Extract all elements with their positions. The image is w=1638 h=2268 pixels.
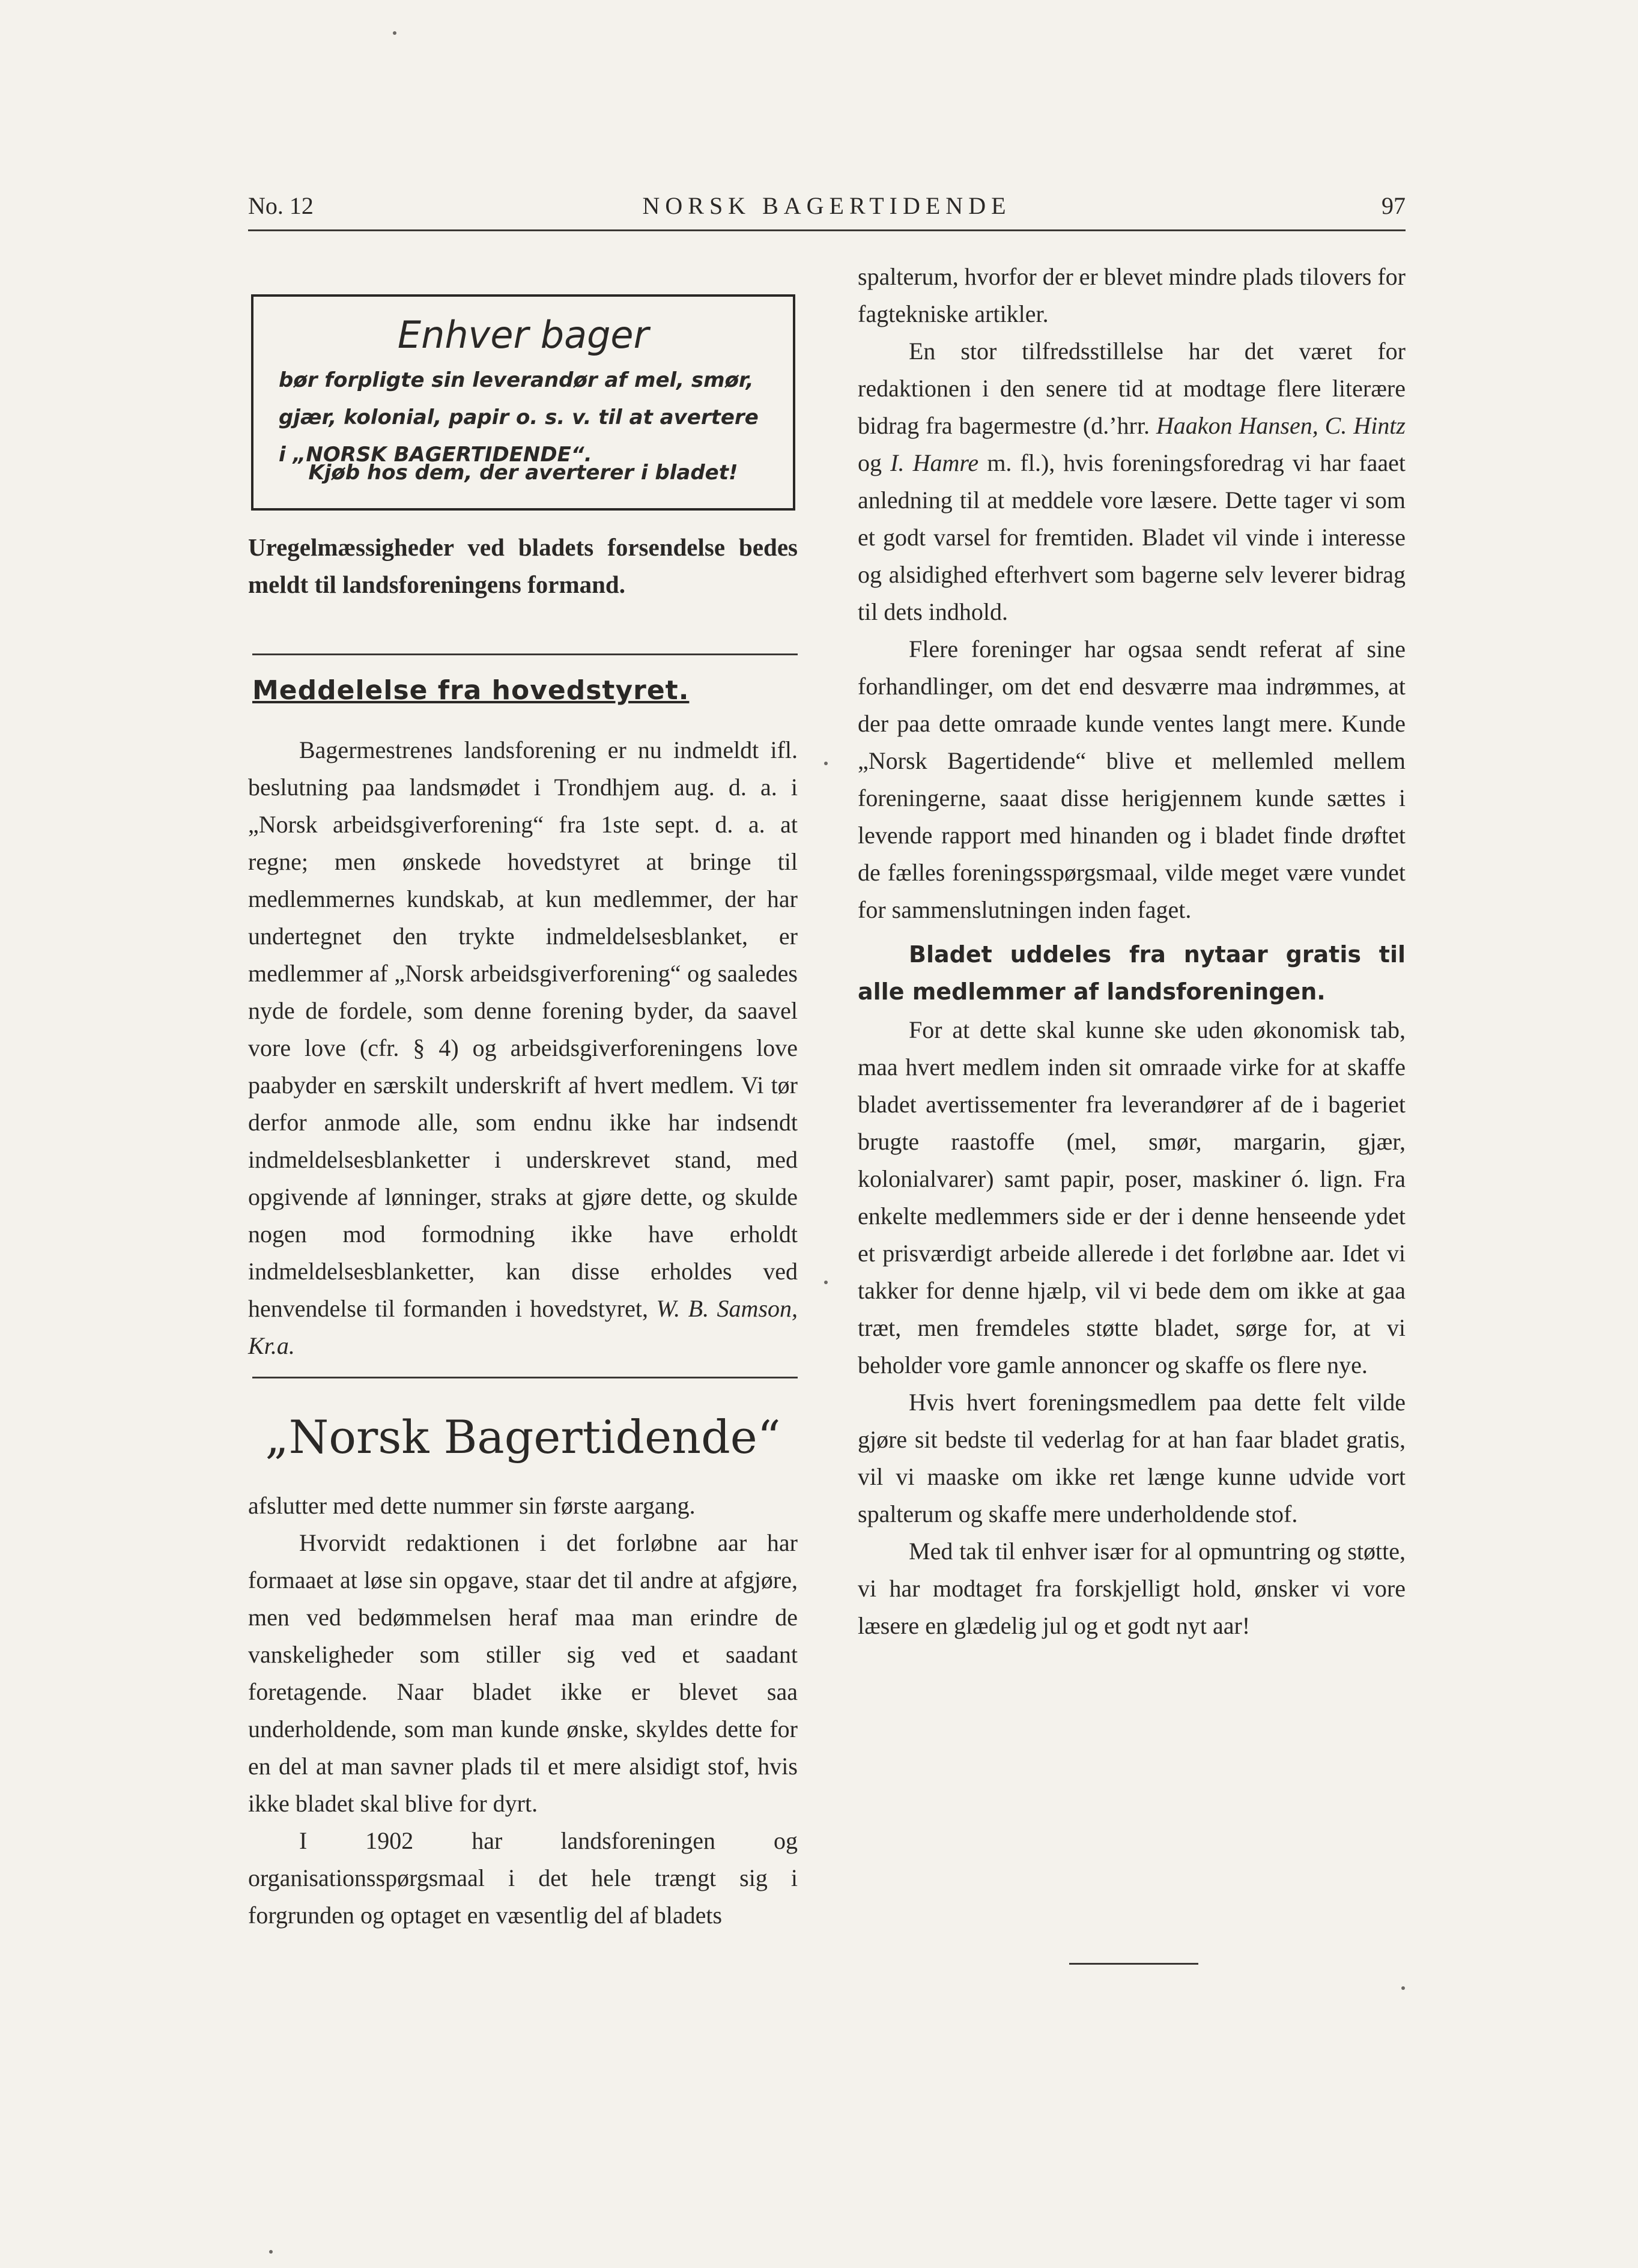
print-speck <box>824 762 828 765</box>
issue-number: No. 12 <box>248 192 314 219</box>
nb-paragraph-3: I 1902 har landsforeningen og organisationsspørgsmaal i det hele trængt sig i forgrunden og optaget en væsentlig del af bladets <box>248 1827 798 1929</box>
distribution-notice: Uregelmæssigheder ved bladets forsendelse bedes meldt til landsforeningens formand. <box>248 533 798 598</box>
ad-footer: Kjøb hos dem, der averterer i bladet! <box>308 461 738 485</box>
contributor-name-3: I. Hamre <box>890 449 979 476</box>
right-paragraph-3: Flere foreninger har ogsaa sendt referat af sine forhandlinger, om det end desværre maa indrømmes, at der paa dette omraade kunde ventes langt mere. Kunde „Norsk Bagertidende“ blive et mellemled mellem foreningerne, saaat disse herigjennem kunde sættes i levende rapport med hinanden og i bladet finde drøftet de fælles foreningsspørgsmaal, vilde meget være vundet for sammenslutningen inden faget. <box>858 635 1406 923</box>
end-rule <box>1069 1963 1198 1965</box>
right-paragraph-4: For at dette skal kunne ske uden økonomisk tab, maa hvert medlem inden sit omraade virke for at skaffe bladet avertissementer fra leverandører af de i bageriet brugte raastoffe (mel, smør, margarin, gjær, kolonialvarer) samt papir, poser, maskiner ó. lign. Fra enkelte medlemmers side er der i denne henseende ydet et prisværdigt arbeide allerede i det forløbne aar. Idet vi takker for denne hjælp, vil vi bede dem om ikke at gaa træt, men fremdeles støtte bladet, sørge for, at vi beholder vore gamle annoncer og skaffe os flere nye. <box>858 1016 1406 1378</box>
right-column <box>858 258 1406 1645</box>
ad-body: bør forpligte sin leverandør af mel, smør, gjær, kolonial, papir o. s. v. til at avertere i „NORSK BAGERTIDENDE“. <box>279 368 759 467</box>
nb-paragraph-2: Hvorvidt redaktionen i det forløbne aar har formaaet at løse sin opgave, staar det til andre at afgjøre, men ved bedømmelsen heraf maa man erindre de vanskeligheder som stiller sig ved et saadant foretagende. Naar bladet ikke er blevet saa underholdende, som man kunde ønske, skyldes dette for en del at man savner plads til et mere alsidigt stof, hvis ikke bladet skal blive for dyrt. <box>248 1529 798 1817</box>
section-heading-norsk-bagertidende: „Norsk Bagertidende“ <box>265 1410 781 1464</box>
section-heading-meddelelse: Meddelelse fra hovedstyret. <box>252 675 690 706</box>
print-speck <box>824 1281 828 1284</box>
right-paragraph-5: Hvis hvert foreningsmedlem paa dette felt vilde gjøre sit bedste til vederlag for at han faar bladet gratis, vil vi maaske om ikke ret længe kunne udvide vort spalterum og skaffe mere underholdende stof. <box>858 1389 1406 1527</box>
meddelelse-paragraph <box>248 732 798 1365</box>
norsk-bagertidende-article <box>248 1487 798 1934</box>
right-paragraph-1: spalterum, hvorfor der er blevet mindre plads tilovers for fagtekniske artikler. <box>858 263 1406 327</box>
running-head <box>248 191 1406 221</box>
free-distribution-announcement: Bladet uddeles fra nytaar gratis til alle medlemmer af landsforeningen. <box>858 941 1406 1005</box>
page-number: 97 <box>1382 192 1406 219</box>
right-p2-text-a: En stor tilfredsstillelse har det været for redaktionen i den senere tid at modtage flere literære bidrag fra bagermestre (d.’hrr. <box>858 338 1406 439</box>
print-speck <box>1401 1986 1405 1990</box>
section-rule-1 <box>252 653 798 655</box>
right-p2-og: og <box>858 449 882 476</box>
publication-title: NORSK BAGERTIDENDE <box>642 192 1012 219</box>
right-p2-text-b: m. fl.), hvis foreningsforedrag vi har faaet anledning til at meddele vore læsere. Dette tager vi som et godt varsel for fremtiden. Bladet vil vinde i interesse og alsidighed efterhvert som bagerne selv leverer bidrag til dets indhold. <box>858 449 1406 625</box>
header-rule <box>248 229 1406 231</box>
meddelelse-text: Bagermestrenes landsforening er nu indmeldt ifl. beslutning paa landsmødet i Trondhjem aug. d. a. i „Norsk arbeidsgiverforening“ fra 1ste sept. d. a. at regne; men ønskede hovedstyret at bringe til medlemmernes kundskab, at kun medlemmer, der har undertegnet den trykte indmeldelsesblanket, er medlemmer af „Norsk arbeidsgiverforening“ og saaledes nyde de fordele, som denne forening byder, da saavel vore love (cfr. § 4) og arbeidsgiverforeningens love paabyder en særskilt underskrift af hvert medlem. Vi tør derfor anmode alle, som endnu ikke har indsendt indmeldelsesblanketter i underskrevet stand, med opgivende af lønninger, straks at gjøre dette, og skulde nogen mod formodning ikke have erholdt indmeldelsesblanketter, kan disse erholdes ved henvendelse til formanden i hovedstyret, <box>248 736 798 1322</box>
section-rule-2 <box>252 1377 798 1378</box>
meddelelse-signature: W. B. Samson, Kr.a. <box>248 1295 798 1359</box>
meddelelse-article <box>248 732 798 1365</box>
ad-title: Enhver bager <box>397 313 649 357</box>
contributor-names: Haakon Hansen, C. Hintz <box>1156 412 1406 439</box>
right-paragraph-6: Med tak til enhver især for al opmuntring og støtte, vi har modtaget fra forskjelligt hold, ønsker vi vore læsere en glædelig jul og et godt nyt aar! <box>858 1538 1406 1639</box>
print-speck <box>393 31 396 35</box>
advertisement-box <box>251 294 795 511</box>
print-speck <box>269 2250 273 2254</box>
nb-paragraph-1: afslutter med dette nummer sin første aargang. <box>248 1492 696 1519</box>
right-paragraph-2 <box>858 333 1406 631</box>
